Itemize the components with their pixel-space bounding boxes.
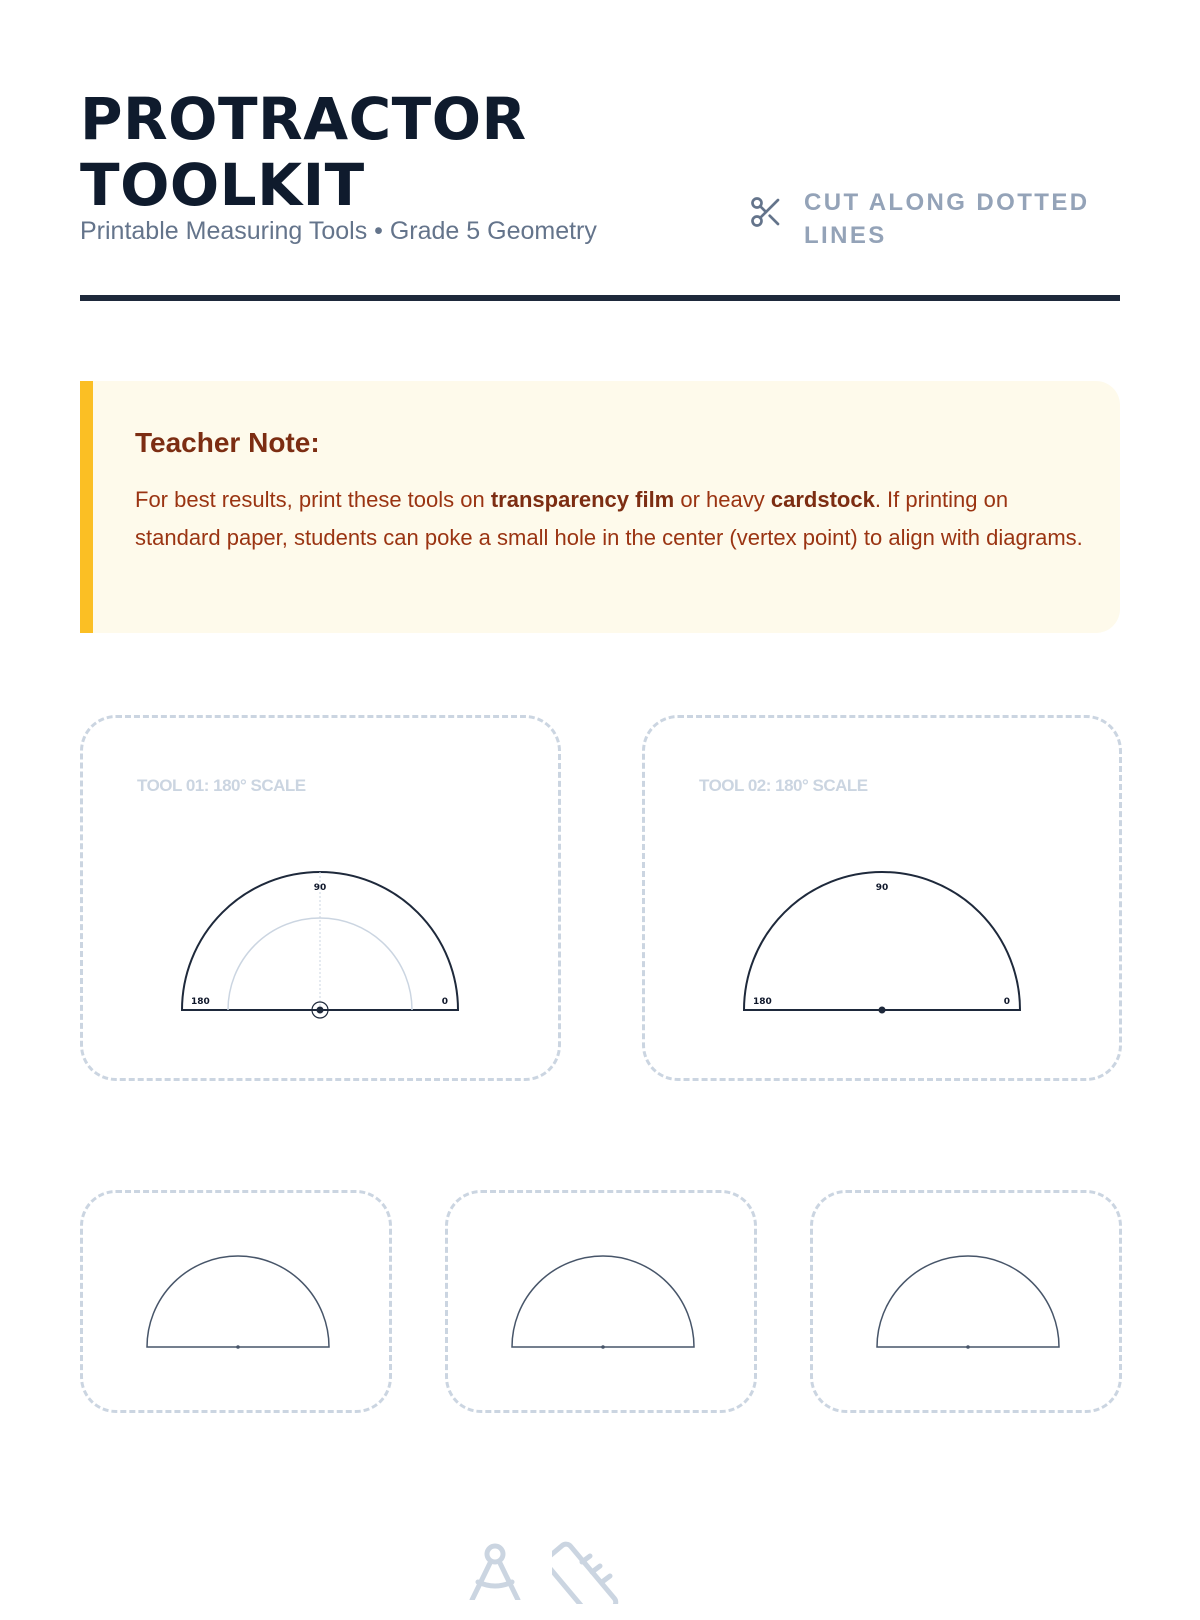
note-text-1: For best results, print these tools on (135, 487, 491, 512)
footer-icons (460, 1540, 660, 1620)
cut-instruction-text: CUT ALONG DOTTED LINES (804, 189, 1090, 249)
mini-protractor-arc (877, 1256, 1059, 1347)
teacher-note-heading: Teacher Note: (135, 427, 320, 458)
mini-tool-card-1[interactable] (80, 1190, 392, 1413)
mini-protractor (146, 1255, 330, 1349)
header-divider (80, 295, 1120, 301)
mini-protractor (876, 1255, 1060, 1349)
page-subtitle: Printable Measuring Tools • Grade 5 Geometry (80, 217, 597, 245)
tick-label-0: 0 (441, 997, 448, 1007)
tick-label-180: 180 (753, 997, 772, 1007)
compass-icon (460, 1540, 530, 1600)
printable-page (80, 0, 1120, 1600)
note-bold-transparency: transparency film (490, 487, 675, 512)
note-text-2: or heavy (674, 487, 771, 512)
title-line-2: TOOLKIT (80, 151, 365, 219)
vertex-point (317, 1007, 324, 1014)
protractor-180 (180, 868, 460, 1018)
tick-label-180: 180 (191, 997, 210, 1007)
tick-label-90: 90 (313, 883, 327, 893)
mini-vertex-point (966, 1345, 970, 1349)
mini-vertex-point (601, 1345, 605, 1349)
tool-card-02[interactable] (642, 715, 1122, 1081)
note-bold-cardstock: cardstock (770, 487, 875, 512)
cut-instruction (748, 186, 1128, 256)
tool-label: TOOL 01: 180° SCALE (137, 776, 306, 795)
teacher-note-body (135, 481, 1085, 557)
mini-vertex-point (236, 1345, 240, 1349)
title-line-1: PROTRACTOR (80, 85, 527, 153)
scissors-icon (748, 194, 784, 230)
protractor-180 (742, 868, 1022, 1018)
ruler-icon (552, 1534, 642, 1604)
tick-label-90: 90 (875, 883, 889, 893)
page-title (80, 86, 527, 218)
mini-protractor-arc (512, 1256, 694, 1347)
tick-label-0: 0 (1003, 997, 1010, 1007)
note-text-3: . If printing on standard paper, students can poke a small hole in the center (vertex point) to align with diagrams. (135, 487, 1083, 550)
teacher-note (80, 381, 1120, 633)
mini-tool-card-2[interactable] (445, 1190, 757, 1413)
tool-label: TOOL 02: 180° SCALE (699, 776, 868, 795)
tool-card-01[interactable] (80, 715, 561, 1081)
mini-protractor (511, 1255, 695, 1349)
vertex-point (879, 1007, 886, 1014)
mini-protractor-arc (147, 1256, 329, 1347)
mini-tool-card-3[interactable] (810, 1190, 1122, 1413)
